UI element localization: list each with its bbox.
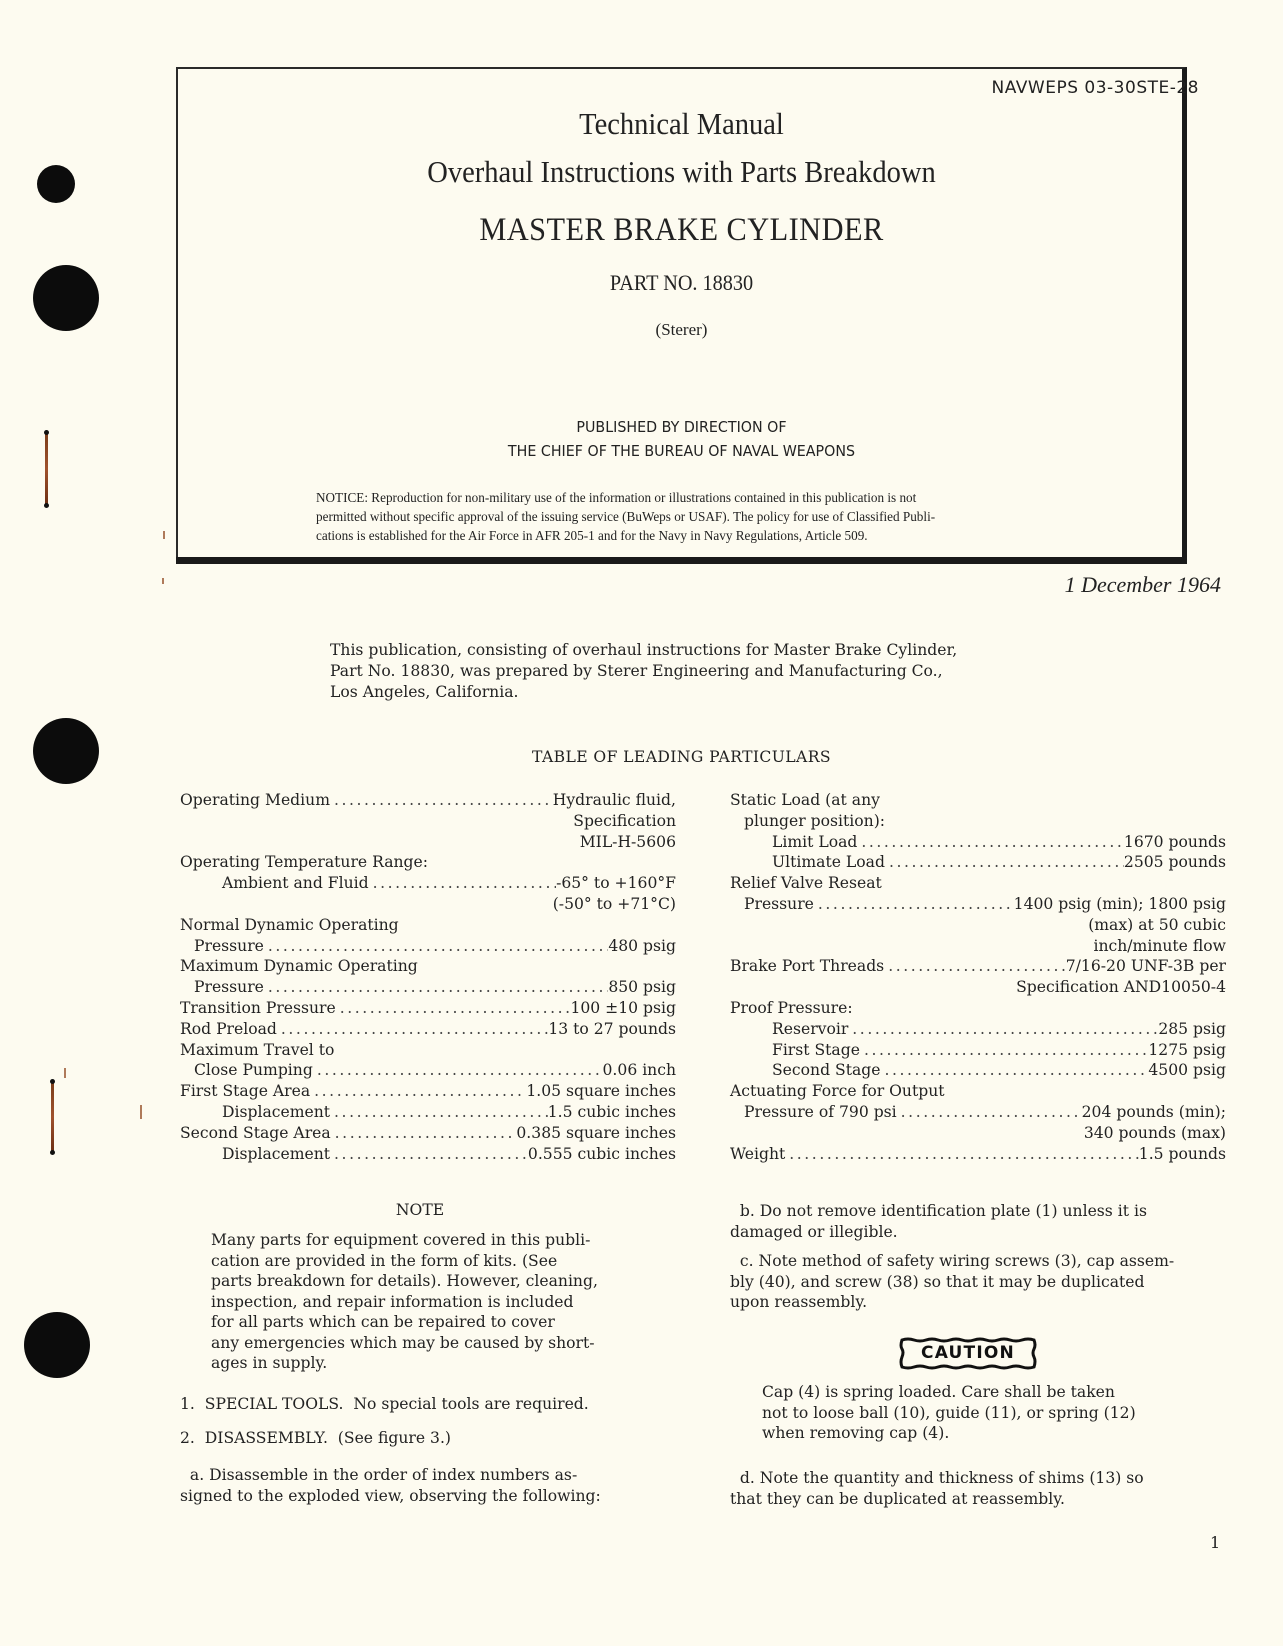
document-title: MASTER BRAKE CYLINDER xyxy=(479,212,884,248)
step-a: a. Disassemble in the order of index numbers as- signed to the exploded view, observing the following: xyxy=(180,1466,601,1505)
step-c: c. Note method of safety wiring screws (3), cap assem- bly (40), and screw (38) so that it may be duplicated upon reassembly. xyxy=(730,1252,1175,1311)
spec-row-continued: Specification xyxy=(573,811,676,830)
spec-row: Pressure . . . 850 psig xyxy=(180,977,676,998)
spec-row: Pressure . . . 1400 psig (min); 1800 psig xyxy=(730,894,1226,915)
section-disassembly: 2. DISASSEMBLY. (See figure 3.) xyxy=(180,1429,452,1447)
spec-row: Ultimate Load . . . 2505 pounds xyxy=(730,852,1226,873)
intro-line: This publication, consisting of overhaul instructions for Master Brake Cylinder, xyxy=(330,641,958,659)
particulars-left-column xyxy=(180,790,676,1164)
spec-row-continued: MIL-H-5606 xyxy=(579,832,676,851)
section-special-tools: 1. SPECIAL TOOLS. No special tools are required. xyxy=(180,1395,589,1413)
caution-text: Cap (4) is spring loaded. Care shall be taken not to loose ball (10), guide (11), or spring (12) when removing cap (4). xyxy=(762,1383,1136,1442)
page-number: 1 xyxy=(1210,1533,1221,1552)
spec-row: Displacement . . . 1.5 cubic inches xyxy=(180,1102,676,1123)
spec-heading: Normal Dynamic Operating xyxy=(180,915,399,934)
notice-line: NOTICE: Reproduction for non-military use of the information or illustrations contained in this publication is not xyxy=(316,490,917,505)
spec-heading: Proof Pressure: xyxy=(730,998,853,1017)
particulars-right-column xyxy=(730,790,1226,1164)
spec-row-continued: (max) at 50 cubic xyxy=(1088,915,1226,934)
note-heading: NOTE xyxy=(395,1201,445,1219)
scan-speck xyxy=(64,1068,66,1078)
spec-row-continued: 340 pounds (max) xyxy=(1083,1123,1226,1142)
note-line: ages in supply. xyxy=(211,1354,328,1372)
leading-particulars-title: TABLE OF LEADING PARTICULARS xyxy=(532,748,831,766)
cover-bottom-rule xyxy=(176,557,1187,564)
punch-hole xyxy=(33,718,99,784)
step-d: d. Note the quantity and thickness of shims (13) so that they can be duplicated at reassembly. xyxy=(730,1469,1144,1508)
part-number: PART NO. 18830 xyxy=(609,270,754,295)
manual-type: Technical Manual xyxy=(579,106,784,141)
intro-line: Part No. 18830, was prepared by Sterer Engineering and Manufacturing Co., xyxy=(330,662,943,680)
spec-row: First Stage Area . . . 1.05 square inches xyxy=(180,1081,676,1102)
spec-row: Reservoir . . . 285 psig xyxy=(730,1019,1226,1040)
spec-row-continued: Specification AND10050-4 xyxy=(1016,978,1226,997)
note-line: for all parts which can be repaired to cover xyxy=(211,1313,555,1331)
step-b: b. Do not remove identification plate (1) unless it is damaged or illegible. xyxy=(730,1202,1147,1241)
spec-heading: Relief Valve Reseat xyxy=(730,874,882,893)
spec-row: Brake Port Threads . . . 7/16-20 UNF-3B per xyxy=(730,956,1226,977)
caution-banner xyxy=(896,1337,1040,1371)
note-body xyxy=(211,1230,651,1374)
spec-row: Ambient and Fluid . . . -65° to +160°F xyxy=(180,873,676,894)
spec-row: Second Stage Area . . . 0.385 square inches xyxy=(180,1123,676,1144)
punch-hole xyxy=(33,265,99,331)
document-number: NAVWEPS 03-30STE-28 xyxy=(991,78,1199,98)
scan-speck xyxy=(163,531,165,539)
spec-row: Transition Pressure . . . 100 ±10 psig xyxy=(180,998,676,1019)
reproduction-notice xyxy=(316,488,1060,545)
spec-row: Weight . . . 1.5 pounds xyxy=(730,1144,1226,1165)
scan-speck xyxy=(140,1105,142,1119)
note-line: any emergencies which may be caused by short- xyxy=(211,1333,595,1352)
spec-heading: plunger position): xyxy=(744,811,886,830)
spec-row-continued: (-50° to +71°C) xyxy=(552,894,676,913)
staple-mark xyxy=(45,432,48,506)
spec-row: Displacement . . . 0.555 cubic inches xyxy=(180,1144,676,1165)
spec-row: First Stage . . . 1275 psig xyxy=(730,1040,1226,1061)
manufacturer: (Sterer) xyxy=(655,320,708,339)
caution-label: CAUTION xyxy=(921,1343,1015,1363)
intro-line: Los Angeles, California. xyxy=(330,683,519,701)
staple-mark xyxy=(51,1081,54,1153)
punch-hole xyxy=(37,165,75,203)
note-line: cation are provided in the form of kits. (See xyxy=(211,1251,558,1270)
spec-row: Pressure . . . 480 psig xyxy=(180,936,676,957)
spec-heading: Operating Temperature Range: xyxy=(180,853,428,872)
spec-row: Close Pumping . . . 0.06 inch xyxy=(180,1060,676,1081)
publisher-line-2: THE CHIEF OF THE BUREAU OF NAVAL WEAPONS xyxy=(507,442,856,460)
spec-heading: Maximum Travel to xyxy=(180,1040,335,1059)
intro-paragraph xyxy=(330,640,1150,703)
spec-row: Rod Preload . . . 13 to 27 pounds xyxy=(180,1019,676,1040)
spec-row: Limit Load . . . 1670 pounds xyxy=(730,832,1226,853)
note-line: parts breakdown for details). However, cleaning, xyxy=(211,1272,598,1290)
notice-line: permitted without specific approval of the issuing service (BuWeps or USAF). The policy for use of Classified Publi- xyxy=(316,509,936,524)
manual-subtitle: Overhaul Instructions with Parts Breakdown xyxy=(427,154,936,189)
spec-row: Operating Medium . . . Hydraulic fluid, xyxy=(180,790,676,811)
spec-row: Second Stage . . . 4500 psig xyxy=(730,1060,1226,1081)
note-line: Many parts for equipment covered in this publi- xyxy=(211,1231,591,1249)
publication-date: 1 December 1964 xyxy=(1064,572,1221,597)
spec-row-continued: inch/minute flow xyxy=(1093,936,1226,955)
spec-row: Pressure of 790 psi . . . 204 pounds (min); xyxy=(730,1102,1226,1123)
spec-heading: Static Load (at any xyxy=(730,791,880,809)
spec-heading: Maximum Dynamic Operating xyxy=(180,957,418,976)
spec-heading: Actuating Force for Output xyxy=(730,1082,945,1101)
publisher-line-1: PUBLISHED BY DIRECTION OF xyxy=(576,418,787,436)
notice-line: cations is established for the Air Force in AFR 205-1 and for the Navy in Navy Regulations, Article 509. xyxy=(316,528,868,543)
punch-hole xyxy=(24,1312,90,1378)
scan-speck xyxy=(162,578,164,584)
note-line: inspection, and repair information is included xyxy=(211,1292,574,1311)
